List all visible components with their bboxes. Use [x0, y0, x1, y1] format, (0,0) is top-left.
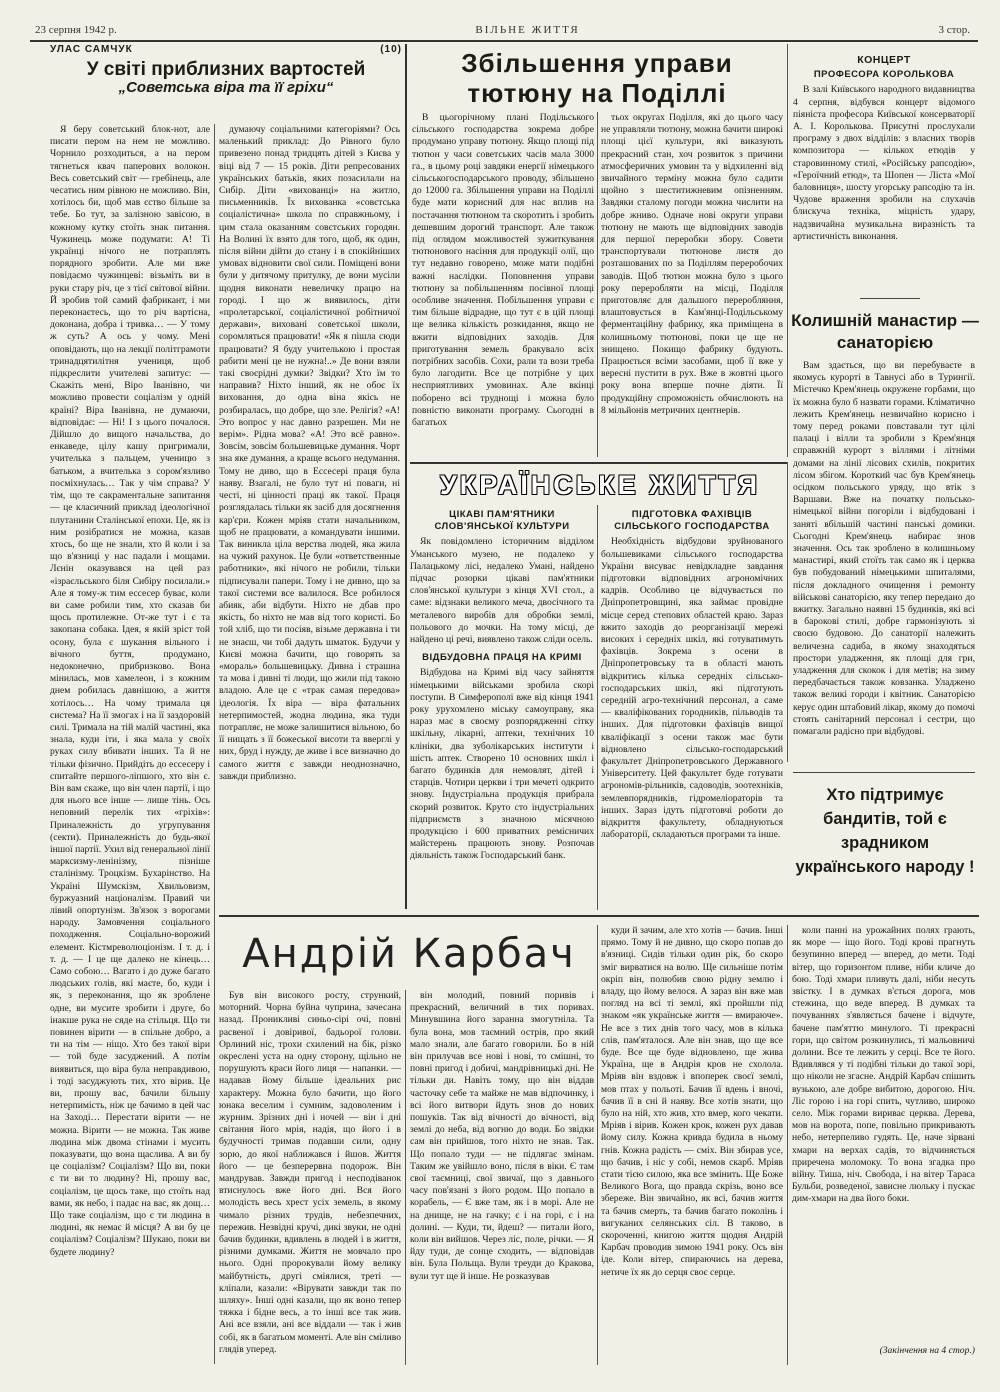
- karbach-column-3: [601, 925, 783, 1365]
- tobacco-column-2: [601, 112, 783, 457]
- column-rule: [787, 44, 788, 457]
- monastery-text: Вам здається, що ви перебуваєте в якомусь курорті в Тавнусі або в Турингії. Містечко Крем'янець окружене горбами, що їх можна було б назвати горами. Кліматично лежить Крем'янець незвичайно корисно і тому перед роками повставали тут цілі палаці і вілли та зробили з Крем'янця справжній курорт з віллями і літніми домами на лінії лісових схилів, покритих лісом збігом. Короткий час був Крем'янець осідком польського уряду, що втік з Варшави. Вже на початку польсько-німецької війни погоріли і відбудовані і заняті вбільшій частині панські домики. Сьогодні Крем'янець набирає знов значення. Ось так зроблено в колишньому манастирі, який стоїть так само як і церква був побудований німецькими шпиталями, після докладного очищення і ремонту військові санаторією, яку тепер передано до вжитку. Загально наявні 15 будинків, які всі в барокові стилі, добре гармонізують зі своєю будовою. До санаторії належить величезна садиба, в якому знаходяться простори уладження, як площі для гри, уладження для скокок і для метів; на зиму передбачається також ковзанка. Уладжено також великі городи і квітник. Санаторією керує один штабовий лікар, якому до помочі стоять санітарний персонал і сестри, що помагали радісно при відбудові.: [793, 360, 975, 738]
- section-rule: [793, 772, 975, 773]
- concert-article: [793, 50, 975, 290]
- continuation-note: (Закінчення на 4 стор.): [879, 1345, 975, 1356]
- column-rule: [787, 925, 788, 1365]
- ukrainian-life-title: УКРАЇНСЬКЕ ЖИТТЯ: [439, 470, 761, 500]
- concert-title: КОНЦЕРТ: [857, 54, 911, 66]
- karbach-text-4: коли панні на урожайних полях грають, як море — іщо його. Тоді крові прагнуть безупинно вперед — вперед, до мети. Тоді вітер, що горизонтом пливе, ніби кличе до бою. Тоді хмари пливуть далі, ніби несуть звістку. І в думках в'ється дорога, мов стежина, що веде вперед. В думках та почуваннях з'являється бачене і відчуте, бачене пам'яттю минулого. Ті прекрасні гори, що світом розкинулись, ті мальовничі долини. Все те лежить у серці. Все те його. Вдивлявся у ті подібні тільки до такої зорі, що ніколи не згасне. Андрій Карбач спішить вузькою, але добре вибитою, дорогою. Ніч. Ліс горою і на горі спить, чутливо, широко село. Між горами вириває церква. Дерева, мов на ворота, попе, повільно прикривають небо, нетерпеливо гудять. Це, наче зірвані хмари на верхах садів, то відчиняється приречена моломоку. То вона згадка про війну. Тиша, ніч. Свобода, і на вітер Тараса Бульби, розведеної, зависне люльку і пускає дим-хмари на два його боки.: [792, 925, 975, 1205]
- column-rule-thick: [405, 44, 407, 909]
- crimea-heading: ВІДБУДОВНА ПРАЦЯ НА КРИМІ: [422, 652, 582, 664]
- ukrainian-life-column-2: [601, 505, 783, 910]
- newspaper-title: ВІЛЬНЕ ЖИТТЯ: [475, 24, 580, 36]
- bandits-slogan: Хто підтримує бандитів, той є зрадником українського народу !: [795, 786, 975, 876]
- byline-row: [50, 44, 402, 56]
- article-left-column-2: [219, 124, 400, 909]
- article-left-subtitle: „Советська віра та її гріхи“: [118, 79, 334, 97]
- tobacco-title: Збільшення управи тютюну на Поділлі: [461, 48, 733, 108]
- concert-subtitle: ПРОФЕСОРА КОРОЛЬКОВА: [813, 69, 955, 81]
- training-heading: ПІДГОТОВКА ФАХІВЦІВ СІЛЬСЬКОГО ГОСПОДАРСТВА: [614, 509, 770, 533]
- article-left-text-1: Я беру советський блок-нот, але писати пером на нем не можливо. Чорнило розходиться, а на пером тягнеться квач паперових волокон. Весь советський світ — гребінець, але чесатись ним рівною не можливо. Він, хотілось би, щоб мав єство більше за тебе. Бо тут, за залізною завісою, в кожному кутку стоїть знак питання. Чужинець може подумати: А! Ті українці нічого не потраплять порядного зробити. Але ми вже повідаємо чужинцеві: візьміть ви в руки стару річ, це з тієї світової війни. Й зробив той самий фабрикант, і ми переконаєтесь, що то річ вартісна, доконана, добра і тривка… — У тому ж суть? А ось у чому. Мені оповідають, що на лекції політграмоти тринадцятилітня учениця, щоб підкреслити учителеві запитує: — Скажіть мені, Віро Іванівно, чи можливо провести соціалізм у одній країні? Віра Іванівна, не думаючи, відповідає: — Ні! І з цього почалося. Дійшло до вищого начальства, до енкаведе, цілу кашу пригримали, учителька з пальцем, ученицю з батьком, а вчителька з сором'язливо посміхнулась… Так у чім справа? У тім, що те сакраментальне запитання — це класичний приклад ідеологічної плутанини Сталінської епохи. Це, як із ним розібратися не можна, казав хтось, бо ще не знали, хто й коли і за що в'язниці у нас падали і мощами. Лєнін оказувався на цей раз «ізраєльського біля Сибіру посилали.» Але я тому-ж тим ессесер буває, коли ви саме робили тим, хто сказав би щось протилежне. От-же тут і є та закопана собака. Ідея, я якій зріст той осону, була є шукання вільного і вічного буття, продумано, недоконечно, прибризково. Вона мінилась, мов хамелеон, і з кожним днем робилась давнішою, а життя хотілось… На чому тримала ця система? На її змогах і на її заздоровій силі. Тримала на тій малій частині, яка знала, куди іти, і яка мала у своїх руках силу вбивати інших. Та й не тільки фізично. Прийдіть до ессесеру і спитайте першого-ліпшого, хто він є. Він вам скаже, що він член партії, і що для нього все інше — лише тінь. Ось неповний перелік тих «гріхів»: Приналежність до угрупування (секти). Приналежність до будь-якої іншої партії. Ухил від генеральної лінії марксизму-ленінізму, пізніше сталінізму. Троцкізм. Бухарінство. На Україні Шумскізм, Хвильовизм, буржуазний націоналізм. Правий чи лівий опортунізм. Зв'язок з ворогами народу. Замовчення соціального походження. Соціально-ворожий елемент. Кістмреволюціонізм. І т. д. і т. д. — І це ще далеко не кінець… Само собою… Вагато і до дуже багато людських голів, які маєте, бо, куди і як, з переконання, що як зроблене одне, ви мусите зробити і друге, бо інакше рука не сяде на стільця. Що ти повинен вірити — в спільне добро, а ти на тім — ніщо. Хто без такої віри — той буде засуджений. А потім виявиться, що віра була неправдивою, і тоді засуджують тих, хто вірив. Це ви, прошу вас, бачили більшу нетерпимість, ніж це бачимо в цей час на Заході… Перестати вірити — не можна. Вірити — не можна. Так живе людина між двома стінами і мусить показувати, що вона щаслива. А ви бу це соціалізм? Соціалізм? Що ви, поки є ти ви то людину? Ні, прошу вас, соціалізм, це щось таке, що стоїть над вами, як небо, і падає на вас, як дощ… Що таке соціалізм, що є ти людина в людині, як немає й місця? А ви бу це соціалізм? Соціалізм? Шукаю, поки ви будете людину?: [50, 124, 210, 1258]
- karbach-column-1: [219, 990, 401, 1365]
- article-left-column-1: [50, 124, 210, 1364]
- karbach-column-2: [410, 990, 594, 1365]
- karbach-text-2: він молодий, повний поривів і прекрасний, величний в тих поривах. Минувшина його заранна змогутніла. Та була вона, мов таємний острів, про який мало знали, але багато говорили. Бо в ній він прилучав все нові і нові, то смішні, то повні пригод і добичі, мандрівницькі дні. Не тільки ди. Навіть тому, що він віддав часточку себе та майже не мав відпочинку, і всі його витвори йдуть знов до нових пошуків. Так від вічності до вічності, від землі до неба, від вогню до води. Бо звідки сам він прийшов, того ніхто не знав. Так. Що попало туди — не підлягає змінам. Таким же увійшло воно, після в віки. Є там свої таємниці, свої звичаї, що з давнього часу пов'язані з його родом. Що попало в корабель, — Є вже там, як і в морі. Але не на днище, не на гачку; є і на горі, є і на долині. — Куди, ти, йдеш? — питали його, коли він вийшов. Через ліс, поле, річки. — Я йду туди, де сонце сходить, — відповідав він. Була Польща. Вули треуди до Кракова, вули тут ще й інше. Не розказував: [410, 990, 594, 1282]
- article-left-header: [50, 44, 402, 124]
- section-rule: [219, 915, 979, 917]
- monuments-text: Як повідомлено історичним відділом Уманського музею, не подалеко у Палацькому лісі, недалеко Умані, найдено підчас розорки цікаві пам'ятники слов'янської культури з кінця XVI стол., а саме: відзнаки великого меча, двосічного та металевого виробів для обробки землі, польового до мочки. На тому місці, де найдено ці речі, виявлено також сліди осель.: [410, 536, 594, 646]
- running-head: [35, 24, 970, 40]
- author: УЛАС САМЧУК: [50, 44, 133, 55]
- header-rule: [30, 40, 978, 42]
- karbach-column-4: [792, 925, 975, 1345]
- article-left-title: У світі приблизних вартостей: [86, 59, 366, 81]
- column-rule: [405, 990, 406, 1365]
- karbach-title: Андрій Карбач: [242, 931, 576, 977]
- monuments-heading: ЦІКАВІ ПАМ'ЯТНИКИ СЛОВ'ЯНСЬКОЇ КУЛЬТУРИ: [434, 509, 570, 533]
- column-rule: [787, 462, 788, 762]
- section-rule: [410, 462, 788, 464]
- tobacco-column-1: [412, 112, 594, 457]
- monastery-title: Колишній манастир — санаторією: [791, 311, 979, 352]
- tobacco-text-2: тьох округах Поділля, які до цього часу не управляли тютюну, можна бачити широкі площі цієї культури, які виказують прекрасний стан, хоч розвиток з причини атмосферичних умовин та у відхиленні від звичайного терміну можна було садити щойно з шеститижневим опізненням. Завдяки сталому погоди можна числити на добре жниво. Одначе нові округи управи тютюну не мають ще відповідних заводів для першої переробки збору. Совети транспортували тютюнове листя до розташованих по за Поділлям переробочих заводів. Щоб тютюн можна було з цього року переробляти на місці, Поділля приготовляє для дальшого переробляння, влаштовується в Кам'янці-Подільському ферментаційну фабрику, яка приміщена в колишньому тютюнові, поки це ще не знищено. Покищо фабрику будують. Працюється всіми засобами, щоб її вже у вересні пустити в рух. Вже в жовтні цього року вона вперше почне діяти. Її продукційну спроможність обчислюють на 8 мільйонів метричних центнерів.: [601, 112, 783, 416]
- page-number: 3 стор.: [938, 24, 970, 36]
- issue-date: 23 серпня 1942 р.: [35, 24, 117, 36]
- column-rule: [597, 925, 598, 1365]
- installment-number: (10): [380, 44, 402, 55]
- crimea-text: Відбудова на Кримі від часу зайняття німецькими військами зробила скорі поступи. В Симферополі вже від кінця 1941 року урухомлено міську самоуправу, яка нараз має в своєму розпорядженні сітку шкільну, лікарні, аптеки, технічних 10 клініки, два зуболікарських інститути і шість аптек. Створено 10 основних шкіл і багато будинків для немовлят, дітей і старців. Чотири церкви і три мечеті одкрито знову. Індустріальна продукція прибрала скорий розвиток. Круто сто індустріальних підприємств з значною місячною продукцією і 600 приватних ремісничих майстерень працюють знову. Розпочав діяльність також Господарський банк.: [410, 667, 594, 862]
- short-rule: [860, 298, 920, 299]
- ukrainian-life-column-1: [410, 505, 594, 910]
- karbach-text-1: Був він високого росту, стрункий, моторний. Чорна буйна чуприна, зачесана назад. Проникливі синьо-сірі очі, повні расвеної і довіривої, бадьорої голови. Орлиний ніс, трохи схилений на бік, різко окреслені уста на одну сторону, щільно не порушують краси його лиця — напанки. — надавав йому більше ідеальних рис характеру. Можна було бачити, що його юнака веселим і сумним, задоволеним і журним. Зрізних дні і ночей — він і дні світання його мрія, надія, що його і в будучності тримав подавши сили, одну зорю, до якої наближався і йшов. Життя його — це безперервна подорож. Він мандрував. Завжди пригод і несподіванок втиснулось вже його дні. Вся його молодість весь хрест усіх земель, в якому чимало різних трудів, небезпечних, пережив. Незвідні кручі, дикі звуки, не одні бачив будинки, вдивлень в людей і в життя, різними думками. Життя не мовчало про нього. Одні пророкували йому велику майбутність, другі сміялися, треті — кліпали, казали: «Вірувати завжди так по шляху». Інші одні казали, що як воно тепер тяжка і бідне весь, а то інші все так жив. Ані все взяли, ані все віддали — так і жив собі, як в багатьом моменті. Але він сміливо глядів уперед.: [219, 990, 401, 1355]
- article-left-text-2: думаючу соціальними категоріями? Ось маленький приклад: До Рівного було привезено понад тридцять дітей з Києва у віці від 7 — 15 років. Діти репресованих українських батьків, яких позасилали на Сибір. Діти «вихованці» на житло, письменників. Їх вихованка «совєтська соціалістична» школа по справжньому, і цим стала оказанням совєтських городян. На Волині їх взято для того, щоб, як один, після війни дійти до стану і в спокійніших умовах відновити свої сили. Поміщені вони були у дитячому притулку, де вони мусіли щодня виконати невеличку працю на городі. І що ж виявилось, діти «пролетарської, соціалістичної робітничої держави», виховані советської школи, соромляться працювати! «Як я пішла сюди працювати? Я буду учителькою і простая рабити мені це не нужна!..» Де вони взяли такі своєрідні думки? Звідки? Хто їм то направив? Ніхто інший, як не обоє їх виховання, до одна віна якісь не розбиралась, що добре, що зле. Релігія? «А! Это вопрос у нас давно разрешен. Ми не верім». Рідна мова? «А! Это всё равно». Зовсім, зовсім большевицьке думання. Чорт зна яке думання, а краще всього недумання. Тому не диво, що в Ессесері праця була наяву. Взагалі, не було тут ні поваги, ні честі, ні цінності праці як такої. Праця розглядалась тільки як засіб для досягнення кар'єри. Кожен мріяв стати начальником, щоб не працювати, а командувати іншими. Так виникла ціла верства людей, яка жила на чужий рахунок. Це були «ответственные работники», які нічого не робили, тільки підписували папери. Тому і не дивно, що за такої системи все валилося. Все робилося абияк, аби відбути. Ніхто не дбав про якість, бо ніхто не мав від того користі. Бо той хліб, що ти посіяв, візьме державна і ти не знаєш, чи тобі дадуть шматок. Будучи у Києві можна бачити, що говорять за «мораль» большевицьку. Дивна і страшна та мова і дивні ті люди, що жили під такою владою. Але це є «трак самая передова» ідеологія. Їх віра — віра фатальних нетерпимостей, жодна людина, яка туди потрапляє, не може залишитися вільною, бо її нищать з її божеської висоти та вверглі у них, бруд і нужду, де живе і все визначно до самого життя є завжди неоднозначно, завжди приблизно.: [219, 124, 400, 782]
- column-rule: [597, 505, 598, 910]
- tobacco-text-1: В цьогорічному плані Подільського сільського господарства зокрема добре продумано управу тютюну. Якщо площі під тютюн у часи советських часів мала 3000 га., в цьому році завдяки енергії німецького сільськогосподарського проводу, збільшено до 12000 га. Збільшення управи на Поділлі буде мати корисний для нас вплив на постачання тютюном та скоротить і зробить дешевшим дорогий транспорт. Але також під оглядом можливостей зужиткування тютюнового насіння для продукції олії, що тут недавно говорено, може мати подібні важні наслідки. Поповнення управи тютюну за побільшенням посівної площі особливе значення. Побільшення управи є тим більше відрадне, що тут є в цій площі ще велика кількість розкидання, якщо не вжити відповідних заходів. Для приготування земель бракувало всіх потрібних засобів. Сохи, рали та вози треба було лагодити. Все це потрібне у цих несприятливих умовинах. Але вкінці поборено всі труднощі і можна було повністю виконати програму. Сьогодні в багатьох: [412, 112, 594, 429]
- training-text: Необхідність відбудови зруйнованого большевиками сільського господарства України висуває невідкладне завдання підготовки відповідних агрономічних кадрів. Особливо це відчувається по Дніпропетровщині, яка займає провідне місце серед степових областей краю. Зараз вжито заходів до реорганізації мережі високих і середніх шкіл, які готуватимуть фахівців. Зокрема з осени в Дніпропетровську та в області мають відкритись кілька середніх сільсько-господарських шкіл, які підготують середній агро-технічний персонал, а саме — кваліфікованих городників, пільводів та інших. Для підготовки фахівців вищої кваліфікації з осени також має бути відновлено сільсько-господарський факультет Дніпропетровського Державного Університету. Цей факультет буде готувати агрономів-рільників, садоводів, зоотехніків, землевпорядників, гідромеліораторів та інших. Зараз ідуть підготовчі роботи до відкриття факультету, обладнуються лабораторії, складаються програми та інше.: [601, 536, 783, 841]
- monastery-article: [793, 360, 975, 765]
- column-rule: [214, 124, 215, 1364]
- column-rule: [597, 112, 598, 457]
- karbach-text-3: куди й зачим, але хто хотів — бачив. Інші прямо. Тому й не дивно, що скоро попав до в'язниці. Сидів тільки один рік, бо скоро зміг вирватися на волю. Ще сильніше потім окріп він, полюбив свою рідну землю і владу, що йому велося. А зараз він вже мав погляд на всі ті землі, які пройшли під знаком «як українське життя — вмираюче». Не все з тих днів того часу, мов в кілька слів, пам'яталося. Але він знав, що ще все буде. Все ще буде відновлено, ще жива Україна, ще в Андрія кров не схолола. Мріяв він вздовж і впоперек своєї землі, мов птах у польоті. Бачив її вдень і вночі, бачив її в сні й наяву. Все хотів знати, що було на ній, хто жив, хто вмер, кого чекати. Мріяв і вірив. Кожен крок, кожен рух давав йому силу. Кожна кривда будила в ньому гнів. Кожна радість — сміх. Він збирав усе, що бачив, і ніс у собі, немов скарб. Мріяв стати тією силою, яка все змінить. Ще Боже Великого Вога, що правда скрізь, воно все збереже. Він звичайно, як всі, бачив життя та бачив смерть, та бачив багато поколінь і вигуканих селянських сіл. В таково, в скороченні, книгою життя щодня Андрій Карбач проводив зимою 1941 року. Ось він іде. Коли вітер, спираючись на дерева, нетиче їх як до серця своє серце.: [601, 925, 783, 1278]
- concert-text: В залі Київського народного видавництва 4 серпня, відбувся концерт відомого піяніста професора Київської консерваторії А. І. Королькова. Присутні прослухали програму з двох відділів: з власних творів композитора — кількох етюдів у старовинному стилі, «Російську рапсодію», «Героїчний етюд», та Шопен — Ліста «Мої баловниця», шосту угорську рапсодію та ін. Чудове враження зробили на слухачів блискуча техніка, міцність удару, надзвичайна музикальна виразність та артистичність виконання.: [793, 84, 975, 242]
